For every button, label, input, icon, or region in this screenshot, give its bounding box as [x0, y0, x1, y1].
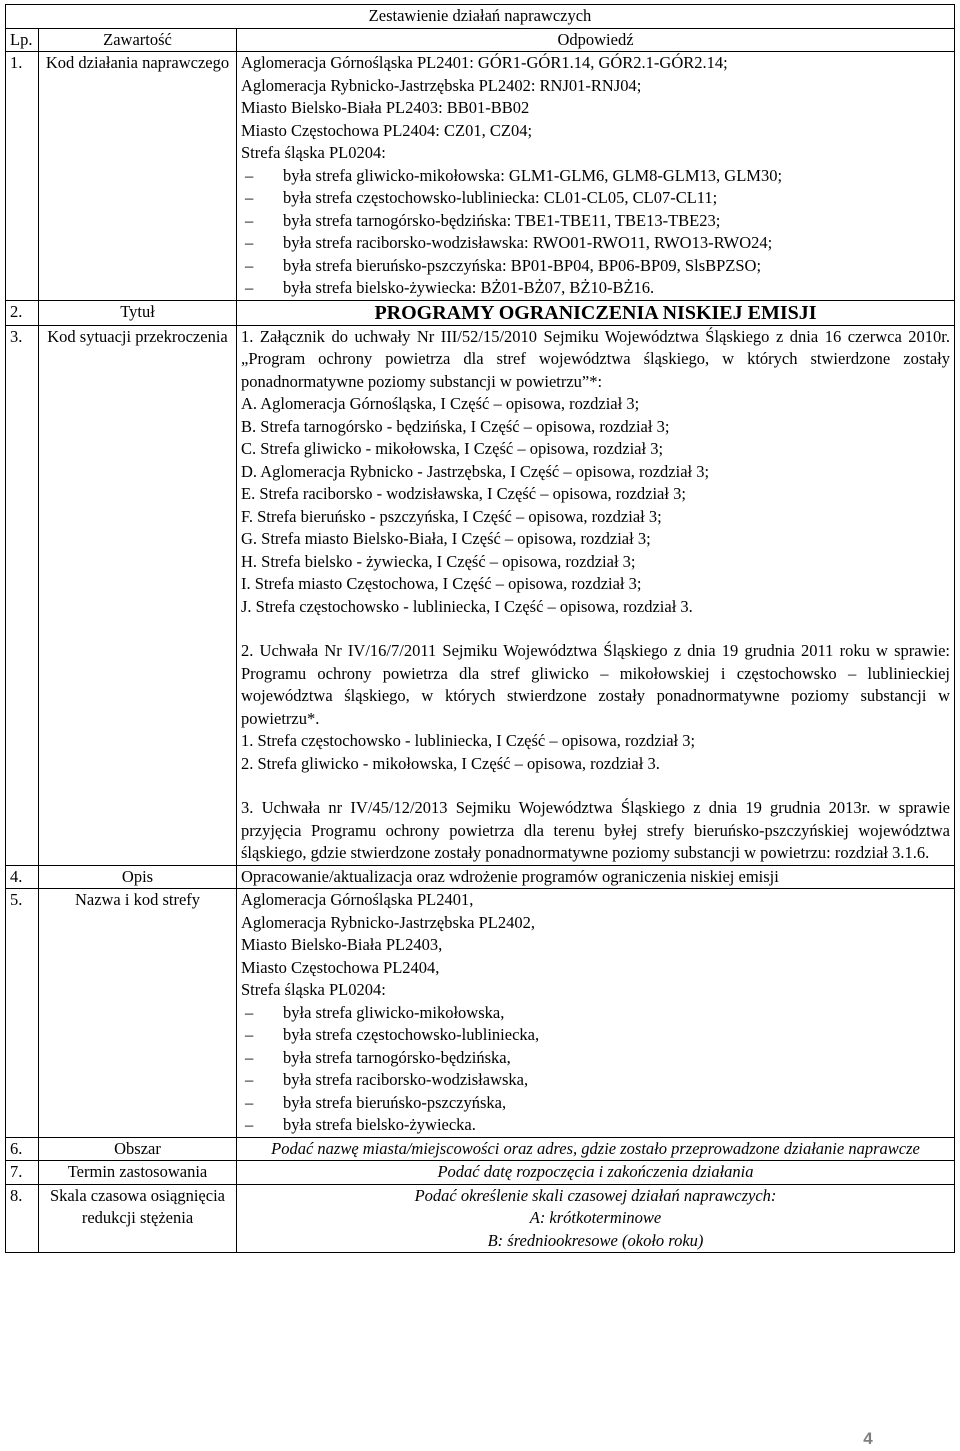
table-header-row — [6, 28, 955, 52]
dash-bullet: – — [245, 1047, 254, 1067]
dash-bullet: – — [245, 1070, 254, 1089]
dash-bullet: – — [245, 233, 254, 252]
list-item — [241, 1024, 950, 1047]
row-number: 1. — [6, 52, 39, 301]
text-line: Strefa śląska PL0204: — [241, 143, 386, 162]
list-item — [241, 232, 950, 255]
list-item — [241, 210, 950, 233]
text-line: H. Strefa bielsko - żywiecka, I Część – opisowa, rozdział 3; — [241, 551, 636, 571]
dash-bullet: – — [245, 278, 254, 297]
list-item-text: była strefa częstochowsko-lubliniecka, — [283, 1025, 540, 1044]
row-label: Nazwa i kod strefy — [39, 889, 237, 1138]
list-item-text: była strefa tarnogórsko-będzińska, — [283, 1047, 511, 1067]
row-label: Kod sytuacji przekroczenia — [39, 325, 237, 865]
program-title: PROGRAMY OGRANICZENIA NISKIEJ EMISJI — [237, 300, 955, 325]
row-number: 2. — [6, 300, 39, 325]
row-value — [237, 889, 955, 1138]
row-value — [237, 1184, 955, 1253]
text-line: Aglomeracja Górnośląska PL2401, — [241, 890, 474, 909]
row-opis — [6, 865, 955, 889]
row-value — [237, 325, 955, 865]
row-number: 3. — [6, 325, 39, 865]
list-item — [241, 1002, 950, 1025]
dash-bullet: – — [245, 1002, 254, 1022]
row-label: Kod działania naprawczego — [39, 52, 237, 301]
row-number: 7. — [6, 1161, 39, 1185]
row-number: 6. — [6, 1137, 39, 1161]
list-item — [241, 1047, 950, 1070]
row-label: Termin zastosowania — [39, 1161, 237, 1185]
row-number: 5. — [6, 889, 39, 1138]
text-line: Miasto Częstochowa PL2404, — [241, 957, 440, 977]
text-line: Miasto Bielsko-Biała PL2403, — [241, 935, 443, 954]
list-item-text: była strefa gliwicko-mikołowska, — [283, 1002, 505, 1022]
list-item-text: była strefa bielsko-żywiecka: BŻ01-BŻ07, BŻ10-BŻ16. — [283, 278, 655, 297]
list-item — [241, 1092, 950, 1115]
row-kod-dzialania — [6, 52, 955, 301]
list-item — [241, 277, 950, 300]
row-value — [237, 52, 955, 301]
dash-bullet: – — [245, 188, 254, 207]
text-line: B. Strefa tarnogórsko - będzińska, I Część – opisowa, rozdział 3; — [241, 416, 670, 436]
text-line: G. Strefa miasto Bielsko-Biała, I Część – opisowa, rozdział 3; — [241, 529, 651, 548]
text-line: Aglomeracja Rybnicko-Jastrzębska PL2402: RNJ01-RNJ04; — [241, 75, 642, 95]
list-item-text: była strefa raciborsko-wodzisławska: RWO01-RWO11, RWO13-RWO24; — [283, 233, 773, 252]
dash-bullet: – — [245, 210, 254, 230]
list-item — [241, 255, 950, 278]
list-item — [241, 1069, 950, 1092]
table-title-row — [6, 5, 955, 29]
text-line: Miasto Bielsko-Biała PL2403: BB01-BB02 — [241, 98, 530, 117]
list-item — [241, 187, 950, 210]
paragraph: 1. Załącznik do uchwały Nr III/52/15/2010 Sejmiku Województwa Śląskiego z dnia 16 czerwca 2010r. „Program ochrony powietrza dla stref województwa śląskiego, w których stwierdzone zostały ponadnormatywne poziomy substancji w powietrzu”*: — [241, 326, 950, 391]
spacer — [241, 618, 950, 640]
list-item-text: była strefa tarnogórsko-będzińska: TBE1-TBE11, TBE13-TBE23; — [283, 210, 721, 230]
header-zawartosc: Zawartość — [39, 28, 237, 52]
action-summary-table — [5, 4, 955, 1253]
list-item-text: była strefa bielsko-żywiecka. — [283, 1115, 476, 1134]
text-line: Aglomeracja Górnośląska PL2401: GÓR1-GÓR1.14, GÓR2.1-GÓR2.14; — [241, 53, 728, 72]
page-number: 4 — [863, 1429, 873, 1448]
list-item — [241, 1114, 950, 1137]
dash-bullet: – — [245, 255, 254, 275]
list-item-text: była strefa gliwicko-mikołowska: GLM1-GLM6, GLM8-GLM13, GLM30; — [283, 165, 783, 185]
header-lp: Lp. — [6, 28, 39, 52]
text-line: A. Aglomeracja Górnośląska, I Część – opisowa, rozdział 3; — [241, 394, 640, 413]
row-value: Podać nazwę miasta/miejscowości oraz adres, gdzie zostało przeprowadzone działanie naprawcze — [237, 1137, 955, 1161]
list-item-text: była strefa raciborsko-wodzisławska, — [283, 1070, 529, 1089]
list-item-text: była strefa częstochowsko-lubliniecka: CL01-CL05, CL07-CL11; — [283, 188, 718, 207]
text-line: 1. Strefa częstochowsko - lubliniecka, I Część – opisowa, rozdział 3; — [241, 731, 696, 750]
text-line: Podać określenie skali czasowej działań naprawczych: — [414, 1185, 777, 1205]
text-line: E. Strefa raciborsko - wodzisławska, I Część – opisowa, rozdział 3; — [241, 484, 686, 503]
row-kod-sytuacji — [6, 325, 955, 865]
row-label: Tytuł — [39, 300, 237, 325]
row-obszar — [6, 1137, 955, 1161]
row-nazwa-strefy — [6, 889, 955, 1138]
dash-bullet: – — [245, 1115, 254, 1134]
row-value: Opracowanie/aktualizacja oraz wdrożenie programów ograniczenia niskiej emisji — [237, 865, 955, 889]
text-line: C. Strefa gliwicko - mikołowska, I Część – opisowa, rozdział 3; — [241, 439, 664, 458]
list-item — [241, 165, 950, 188]
row-number: 8. — [6, 1184, 39, 1253]
text-line: Strefa śląska PL0204: — [241, 980, 386, 999]
spacer — [241, 775, 950, 797]
text-line: B: średniookresowe (około roku) — [487, 1230, 704, 1250]
row-tytul — [6, 300, 955, 325]
row-label: Obszar — [39, 1137, 237, 1161]
row-label: Skala czasowa osiągnięcia redukcji stężenia — [39, 1184, 237, 1253]
text-line: A: krótkoterminowe — [529, 1208, 662, 1227]
table-title: Zestawienie działań naprawczych — [6, 5, 955, 29]
row-number: 4. — [6, 865, 39, 889]
row-label: Opis — [39, 865, 237, 889]
paragraph: 3. Uchwała nr IV/45/12/2013 Sejmiku Województwa Śląskiego z dnia 19 grudnia 2013r. w sprawie przyjęcia Programu ochrony powietrza dla terenu byłej strefy bieruńsko-pszczyńskiej województwa śląskiego, gdzie stwierdzone zostały ponadnormatywne poziomy substancji w powietrzu: rozdział 3.1.6. — [241, 798, 950, 862]
text-line: J. Strefa częstochowsko - lubliniecka, I Część – opisowa, rozdział 3. — [241, 596, 693, 616]
dash-bullet: – — [245, 1025, 254, 1044]
list-item-text: była strefa bieruńsko-pszczyńska: BP01-BP04, BP06-BP09, SlsBPZSO; — [283, 255, 762, 275]
header-odpowiedz: Odpowiedź — [237, 28, 955, 52]
list-item-text: była strefa bieruńsko-pszczyńska, — [283, 1092, 507, 1112]
row-termin — [6, 1161, 955, 1185]
row-value: Podać datę rozpoczęcia i zakończenia działania — [237, 1161, 955, 1185]
paragraph: 2. Uchwała Nr IV/16/7/2011 Sejmiku Województwa Śląskiego z dnia 19 grudnia 2011 roku w sprawie: Programu ochrony powietrza dla stref gliwicko – mikołowskiej i częstochowsko – lublinieckiej województwa śląskiego, w których stwierdzone zostały ponadnormatywne poziomy substancji w powietrzu*. — [241, 641, 950, 728]
text-line: D. Aglomeracja Rybnicko - Jastrzębska, I Część – opisowa, rozdział 3; — [241, 461, 710, 481]
text-line: Miasto Częstochowa PL2404: CZ01, CZ04; — [241, 120, 533, 140]
dash-bullet: – — [245, 165, 254, 185]
dash-bullet: – — [245, 1092, 254, 1112]
text-line: 2. Strefa gliwicko - mikołowska, I Część – opisowa, rozdział 3. — [241, 753, 660, 773]
text-line: I. Strefa miasto Częstochowa, I Część – opisowa, rozdział 3; — [241, 574, 642, 593]
text-line: F. Strefa bieruńsko - pszczyńska, I Część – opisowa, rozdział 3; — [241, 506, 662, 526]
row-skala-czasowa — [6, 1184, 955, 1253]
text-line: Aglomeracja Rybnicko-Jastrzębska PL2402, — [241, 912, 535, 932]
